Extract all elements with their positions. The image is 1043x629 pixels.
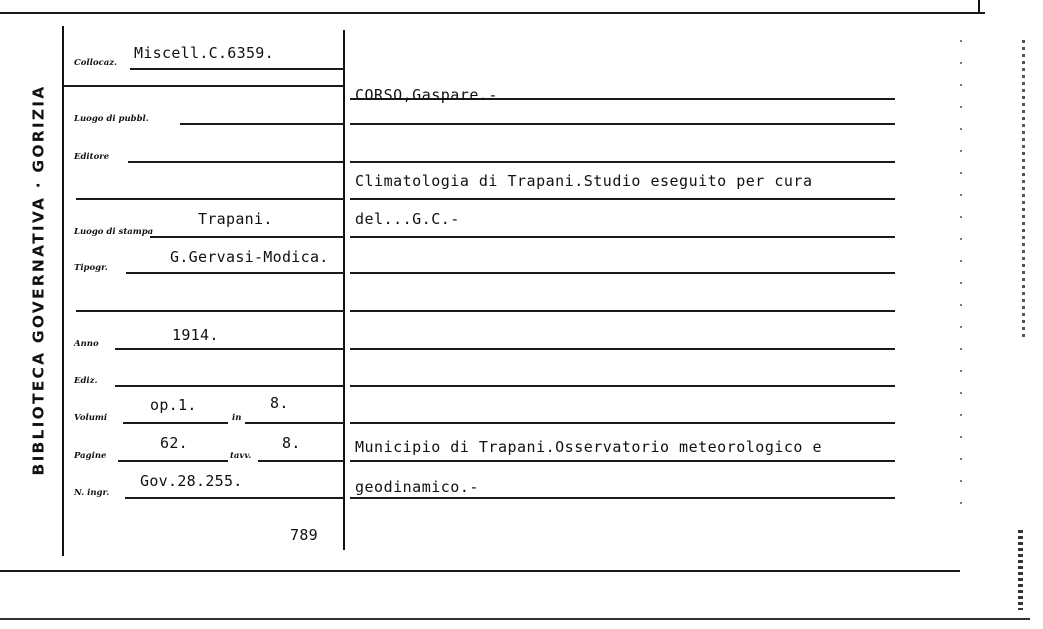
label-pagine: Pagine (74, 451, 107, 461)
rule-right-4 (350, 198, 895, 200)
rule-right-12 (350, 497, 895, 499)
value-volumi: op.1. (150, 396, 197, 414)
rule-right-2 (350, 123, 895, 125)
rule-tipografia (126, 272, 344, 274)
rule-right-6 (350, 272, 895, 274)
rule-right-10 (350, 422, 895, 424)
rule-luogo-pubbl (180, 123, 345, 125)
card-bottom-border (0, 570, 960, 572)
institution-stamp (18, 40, 58, 520)
label-tipografia: Tipogr. (74, 263, 108, 273)
label-n-ingr: N. ingr. (74, 488, 110, 498)
rule-anno (115, 348, 344, 350)
label-volumi: Volumi (74, 413, 108, 423)
rule-tavole (258, 460, 344, 462)
label-edizione: Ediz. (74, 376, 98, 386)
rule-right-7 (350, 310, 895, 312)
value-pagine: 62. (160, 434, 188, 452)
entry-title-line2: del...G.C.- (355, 210, 460, 228)
rule-right-11 (350, 460, 895, 462)
rule-volumi (123, 422, 228, 424)
rule-right-3 (350, 161, 895, 163)
footer-number: 789 (290, 526, 318, 544)
rule-right-8 (350, 348, 895, 350)
rule-blank-1 (76, 198, 344, 200)
rule-volumi-in (245, 422, 344, 424)
card-top-border (0, 12, 985, 14)
rule-n-ingr (125, 497, 344, 499)
rule-right-5 (350, 236, 895, 238)
center-divider-rule (343, 30, 345, 550)
rule-right-9 (350, 385, 895, 387)
rule-luogo-stampa (150, 236, 344, 238)
entry-title-line1: Climatologia di Trapani.Studio eseguito per cura (355, 172, 813, 190)
entry-note-line1: Municipio di Trapani.Osservatorio meteorologico e (355, 438, 823, 456)
value-tavole: 8. (282, 434, 301, 452)
entry-note-line2: geodinamico.- (355, 478, 479, 496)
label-collocazione: Collocaz. (74, 58, 118, 68)
value-collocazione: Miscell.C.6359. (134, 44, 274, 62)
rule-edizione (115, 385, 344, 387)
value-volumi-in: 8. (270, 394, 289, 412)
rule-header-divider (64, 85, 344, 87)
value-anno: 1914. (172, 326, 219, 344)
label-luogo-pubbl: Luogo di pubbl. (74, 114, 149, 124)
label-editore: Editore (74, 152, 110, 162)
card-bottom-shadow (0, 618, 1030, 620)
label-anno: Anno (74, 339, 99, 349)
rule-collocazione (130, 68, 345, 70)
value-tipografia: G.Gervasi-Modica. (170, 248, 329, 266)
scan-mark-2 (960, 40, 962, 520)
institution-stamp-text: BIBLIOTECA GOVERNATIVA · GORIZIA (29, 84, 47, 476)
left-margin-rule (62, 26, 64, 556)
value-n-ingr: Gov.28.255. (140, 472, 243, 490)
value-luogo-stampa: Trapani. (198, 210, 273, 228)
label-tavole: tavv. (230, 451, 252, 461)
rule-blank-2 (76, 310, 344, 312)
label-volumi-in: in (232, 413, 242, 423)
scan-mark-3 (1018, 530, 1023, 610)
scan-mark-1 (1022, 40, 1025, 340)
entry-author: CORSO,Gaspare.- (355, 86, 498, 104)
rule-editore (128, 161, 344, 163)
card-right-edge (978, 0, 980, 12)
rule-pagine (118, 460, 228, 462)
label-luogo-stampa: Luogo di stampa (74, 227, 154, 237)
